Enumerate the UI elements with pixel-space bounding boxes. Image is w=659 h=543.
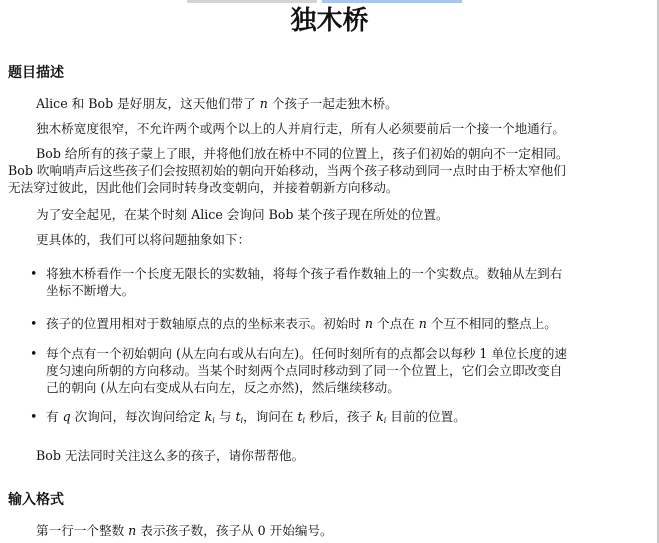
bullet-icon: •	[30, 409, 38, 424]
text: 第一行一个整数	[36, 523, 129, 538]
math-subscript: i	[383, 416, 387, 425]
paragraph-query: 为了安全起见，在某个时刻 Alice 会询问 Bob 某个孩子现在所处的位置。	[36, 207, 449, 222]
text: 目前的位置。	[386, 409, 466, 424]
text: 秒后，孩子	[305, 409, 377, 424]
text: 无法穿过彼此，因此他们会同时转身改变朝向，并接着朝新方向移动。	[8, 180, 399, 195]
paragraph-intro	[8, 95, 651, 112]
math-var: n	[418, 316, 427, 331]
math-subscript: i	[212, 416, 215, 425]
tab-indicator-gray	[187, 0, 317, 3]
math-var: t	[297, 409, 303, 424]
paragraph-rules-cont2	[8, 179, 651, 196]
math-subscript: i	[240, 416, 244, 425]
text: 己的朝向 (从左向右变成从右向左，反之亦然)，然后继续移动。	[46, 380, 400, 395]
text: Alice 和 Bob 是好朋友，这天他们带了	[36, 96, 260, 111]
page-title: 独木桥	[290, 6, 369, 36]
paragraph-rules-cont	[8, 162, 651, 179]
text: 个点在	[372, 316, 419, 331]
text: ，询问在	[243, 409, 298, 424]
text: Bob 给所有的孩子蒙上了眼，并将他们放在桥中不同的位置上，孩子们初始的朝向不一定相同。	[36, 146, 569, 161]
text: 个孩子一起走独木桥。	[267, 96, 398, 111]
text: 次询问，每次询问给定	[70, 409, 205, 424]
math-subscript: i	[302, 416, 306, 425]
paragraph-bridge: 独木桥宽度很窄，不允许两个或两个以上的人并肩行走，所有人必须要前后一个接一个地通行。	[36, 121, 565, 136]
paragraph-rules	[8, 145, 651, 162]
math-var: q	[62, 409, 71, 424]
text: Bob 吹响哨声后这些孩子们会按照初始的朝向开始移动，当两个孩子移动到同一点时由于桥太窄他们	[8, 163, 566, 178]
list-item	[30, 265, 659, 299]
math-var: n	[259, 96, 268, 111]
bullet-icon: •	[30, 346, 38, 361]
text: 孩子的位置用相对于数轴原点的点的坐标来表示。初始时	[46, 316, 365, 331]
bullet-icon: •	[30, 266, 38, 281]
paragraph-input	[8, 522, 651, 539]
input-format-heading: 输入格式	[8, 492, 64, 508]
text: 表示孩子数，孩子从 0 开始编号。	[136, 523, 333, 538]
paragraph-abstract: 更具体的，我们可以将问题抽象如下：	[36, 232, 251, 247]
math-var: n	[128, 523, 137, 538]
text: 每个点有一个初始朝向 (从左向右或从右向左)。任何时刻所有的点都会以每秒 1 单位长度的速	[46, 346, 568, 361]
text: 将独木桥看作一个长度无限长的实数轴，将每个孩子看作数轴上的一个实数点。数轴从左到右	[46, 266, 563, 281]
math-var: n	[364, 316, 373, 331]
math-var: k	[376, 409, 384, 424]
text: 与	[214, 409, 236, 424]
bullet-icon: •	[30, 316, 38, 331]
math-var: k	[204, 409, 213, 424]
tab-indicator-active	[322, 0, 462, 3]
list-item	[30, 408, 659, 429]
text: 坐标不断增大。	[46, 283, 135, 298]
list-item	[30, 345, 659, 396]
text: 有	[46, 409, 63, 424]
description-heading: 题目描述	[8, 65, 64, 81]
paragraph-help: Bob 无法同时关注这么多的孩子，请你帮帮他。	[36, 448, 305, 463]
text: 度匀速向所朝的方向移动。当某个时刻两个点同时移动到了同一个位置上，它们会立即改变自	[46, 363, 563, 378]
list-item	[30, 315, 659, 332]
text: 个互不相同的整点上。	[426, 316, 557, 331]
math-var: t	[235, 409, 241, 424]
